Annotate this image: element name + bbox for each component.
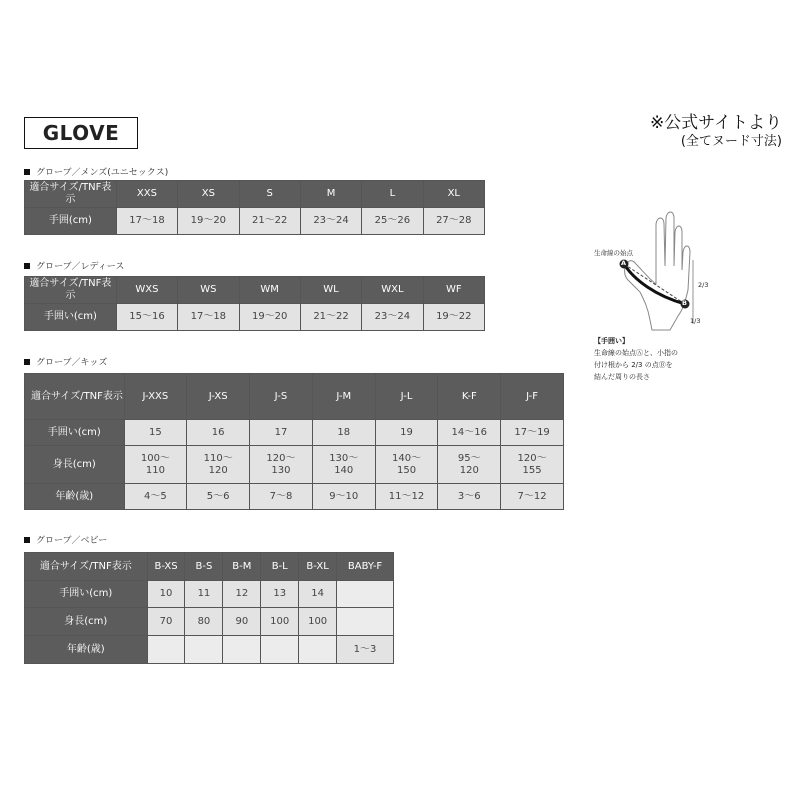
- section-title-ladies: グローブ／レディース: [24, 259, 124, 272]
- table-header-cell: J-M: [312, 374, 375, 420]
- table-header-cell: XXS: [116, 181, 177, 208]
- square-bullet-icon: [24, 169, 30, 175]
- table-cell: 100〜110: [124, 446, 187, 484]
- table-cell: 100: [299, 608, 337, 636]
- table-cell: 12: [223, 581, 261, 608]
- table-header-cell: 適合サイズ/TNF表示: [25, 277, 117, 304]
- table-cell: 7〜12: [501, 484, 564, 510]
- row-label: 手囲い(cm): [25, 581, 148, 608]
- table-row: [25, 304, 485, 331]
- point-a-label: A: [621, 259, 627, 267]
- table-cell: 23〜24: [362, 304, 423, 331]
- table-cell: 21〜22: [239, 208, 300, 235]
- table-row: [25, 208, 485, 235]
- table-header-cell: B-L: [261, 553, 299, 581]
- table-cell: 90: [223, 608, 261, 636]
- table-row: [25, 581, 394, 608]
- table-header-cell: J-F: [501, 374, 564, 420]
- label-start-point: 生命線の始点: [594, 249, 633, 257]
- table-row: [25, 636, 394, 664]
- table-cell: [223, 636, 261, 664]
- table-cell: 25〜26: [362, 208, 423, 235]
- table-cell: 11〜12: [375, 484, 438, 510]
- source-note-line1: ※公式サイトより: [649, 113, 782, 133]
- table-cell: 120〜130: [250, 446, 313, 484]
- ratio-lower-label: 1/3: [690, 317, 701, 325]
- table-cell: 17〜19: [501, 420, 564, 446]
- table-header-cell: WS: [178, 277, 239, 304]
- row-label: 年齢(歳): [25, 484, 125, 510]
- caption-line: 生命線の始点Ⓐと、小指の: [594, 349, 678, 357]
- square-bullet-icon: [24, 537, 30, 543]
- table-cell: 19〜22: [423, 304, 484, 331]
- size-table-kids: [24, 373, 564, 510]
- caption-line: 付け根から 2/3 の点Ⓑを: [594, 361, 673, 369]
- table-cell: [261, 636, 299, 664]
- table-cell: [337, 581, 394, 608]
- table-header-cell: WXL: [362, 277, 423, 304]
- caption-title: 【手囲い】: [594, 337, 629, 345]
- table-cell: 17〜18: [178, 304, 239, 331]
- table-row: [25, 608, 394, 636]
- glove-title-box: [24, 117, 138, 149]
- row-label: 身長(cm): [25, 446, 125, 484]
- table-cell: [299, 636, 337, 664]
- table-header-cell: WF: [423, 277, 484, 304]
- table-header-row: [25, 181, 485, 208]
- square-bullet-icon: [24, 359, 30, 365]
- table-header-cell: XS: [178, 181, 239, 208]
- table-cell: 5〜6: [187, 484, 250, 510]
- table-header-cell: B-XS: [147, 553, 185, 581]
- table-cell: 11: [185, 581, 223, 608]
- table-cell: 140〜150: [375, 446, 438, 484]
- caption-line: 結んだ周りの長さ: [594, 373, 650, 381]
- table-cell: 18: [312, 420, 375, 446]
- table-header-cell: J-XXS: [124, 374, 187, 420]
- table-cell: 19〜20: [239, 304, 300, 331]
- ratio-upper-label: 2/3: [698, 281, 709, 289]
- table-header-cell: BABY-F: [337, 553, 394, 581]
- table-cell: 14〜16: [438, 420, 501, 446]
- table-cell: 3〜6: [438, 484, 501, 510]
- table-cell: 23〜24: [300, 208, 361, 235]
- row-label: 手囲(cm): [25, 208, 117, 235]
- row-label: 年齢(歳): [25, 636, 148, 664]
- diagram-caption: [594, 335, 678, 383]
- table-header-cell: J-XS: [187, 374, 250, 420]
- table-cell: 21〜22: [300, 304, 361, 331]
- table-header-cell: WM: [239, 277, 300, 304]
- table-header-cell: B-M: [223, 553, 261, 581]
- table-row: [25, 446, 564, 484]
- table-row: [25, 484, 564, 510]
- section-title-baby: グローブ／ベビー: [24, 533, 107, 546]
- table-header-row: [25, 553, 394, 581]
- table-header-cell: M: [300, 181, 361, 208]
- table-cell: 4〜5: [124, 484, 187, 510]
- table-row: [25, 420, 564, 446]
- table-cell: 27〜28: [423, 208, 484, 235]
- table-header-row: [25, 374, 564, 420]
- table-header-cell: B-XL: [299, 553, 337, 581]
- table-cell: 110〜120: [187, 446, 250, 484]
- measurement-dashed-line: [624, 264, 685, 304]
- table-header-cell: XL: [423, 181, 484, 208]
- table-cell: 120〜155: [501, 446, 564, 484]
- table-cell: 17: [250, 420, 313, 446]
- table-header-cell: 適合サイズ/TNF表示: [25, 553, 148, 581]
- table-cell: 14: [299, 581, 337, 608]
- table-cell: 7〜8: [250, 484, 313, 510]
- row-label: 身長(cm): [25, 608, 148, 636]
- page-title: GLOVE: [42, 121, 120, 145]
- table-cell: 15: [124, 420, 187, 446]
- table-cell: 17〜18: [116, 208, 177, 235]
- size-table-ladies: [24, 276, 485, 331]
- table-header-row: [25, 277, 485, 304]
- size-table-mens: [24, 180, 485, 235]
- table-header-cell: L: [362, 181, 423, 208]
- square-bullet-icon: [24, 263, 30, 269]
- table-header-cell: 適合サイズ/TNF表示: [25, 181, 117, 208]
- table-cell: 100: [261, 608, 299, 636]
- table-header-cell: 適合サイズ/TNF表示: [25, 374, 125, 420]
- source-note-line2: (全てヌード寸法): [680, 134, 782, 149]
- row-label: 手囲い(cm): [25, 420, 125, 446]
- table-cell: 16: [187, 420, 250, 446]
- table-cell: 10: [147, 581, 185, 608]
- source-note: [650, 113, 782, 151]
- table-cell: 19〜20: [178, 208, 239, 235]
- table-cell: 13: [261, 581, 299, 608]
- table-header-cell: B-S: [185, 553, 223, 581]
- table-cell: [337, 608, 394, 636]
- table-cell: 95〜120: [438, 446, 501, 484]
- table-cell: 70: [147, 608, 185, 636]
- table-cell: 130〜140: [312, 446, 375, 484]
- section-title-mens: グローブ／メンズ(ユニセックス): [24, 165, 168, 178]
- point-b-label: B: [682, 299, 687, 307]
- table-header-cell: WL: [300, 277, 361, 304]
- table-header-cell: J-S: [250, 374, 313, 420]
- table-cell: 1〜3: [337, 636, 394, 664]
- table-cell: 9〜10: [312, 484, 375, 510]
- table-cell: [185, 636, 223, 664]
- table-header-cell: K-F: [438, 374, 501, 420]
- table-cell: 15〜16: [116, 304, 177, 331]
- table-cell: [147, 636, 185, 664]
- table-cell: 19: [375, 420, 438, 446]
- table-header-cell: S: [239, 181, 300, 208]
- table-header-cell: J-L: [375, 374, 438, 420]
- table-cell: 80: [185, 608, 223, 636]
- size-table-baby: [24, 552, 394, 664]
- row-label: 手囲い(cm): [25, 304, 117, 331]
- section-title-kids: グローブ／キッズ: [24, 355, 107, 368]
- table-header-cell: WXS: [116, 277, 177, 304]
